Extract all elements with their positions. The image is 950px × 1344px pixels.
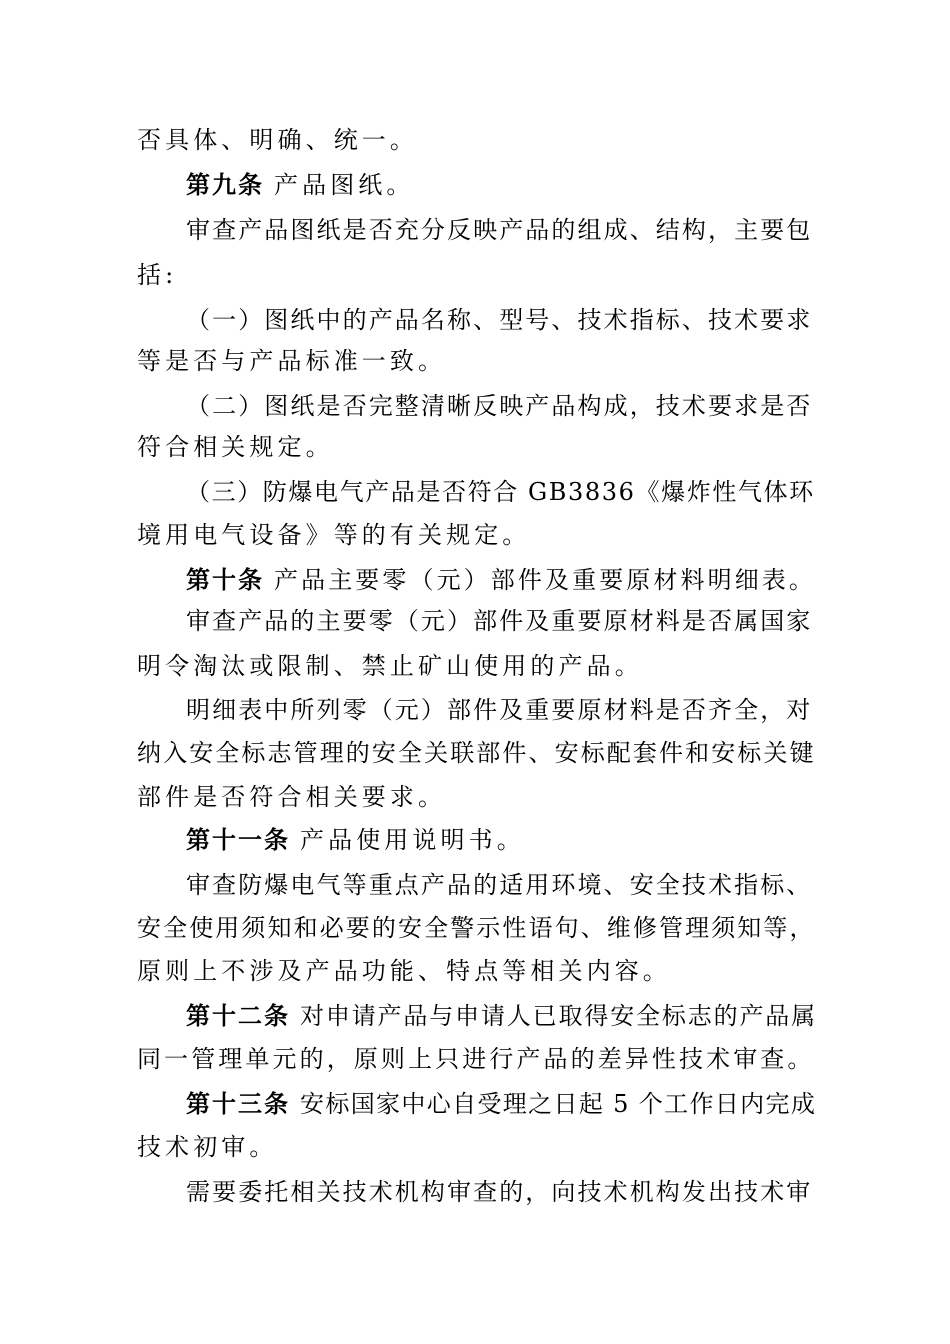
line-text: 审查防爆电气等重点产品的适用环境、安全技术指标、 — [186, 871, 813, 899]
text-line — [137, 1127, 817, 1167]
article-heading-line — [186, 165, 817, 205]
line-text: 审查产品的主要零（元）部件及重要原材料是否属国家 — [186, 607, 813, 635]
line-text: （三）防爆电气产品是否符合 GB3836《爆炸性气体环 — [186, 478, 815, 506]
line-text: （一）图纸中的产品名称、型号、技术指标、技术要求 — [186, 306, 813, 334]
line-text: （二）图纸是否完整清晰反映产品构成，技术要求是否 — [186, 392, 813, 420]
line-text: 等是否与产品标准一致。 — [137, 347, 447, 375]
text-line — [137, 515, 817, 555]
line-text: 同一管理单元的，原则上只进行产品的差异性技术审查。 — [137, 1045, 815, 1073]
text-line — [186, 1172, 817, 1212]
text-line — [137, 777, 817, 817]
text-line — [186, 865, 817, 905]
text-line — [186, 210, 817, 250]
line-text: 对申请产品与申请人已取得安全标志的产品属 — [300, 1002, 817, 1030]
article-number: 第十三条 — [186, 1090, 290, 1118]
article-number: 第十二条 — [186, 1002, 290, 1030]
text-line — [186, 472, 817, 512]
line-text: 括: — [137, 261, 178, 289]
text-line — [137, 733, 817, 773]
article-heading-line — [186, 1084, 817, 1124]
article-heading-line — [186, 996, 817, 1036]
line-text: 原则上不涉及产品功能、特点等相关内容。 — [137, 957, 671, 985]
text-line — [137, 120, 817, 160]
line-text: 产品使用说明书。 — [300, 826, 525, 854]
text-line — [137, 255, 817, 295]
article-number: 第九条 — [186, 171, 264, 199]
line-text: 纳入安全标志管理的安全关联部件、安标配套件和安标关键 — [137, 739, 816, 767]
line-text: 产品主要零（元）部件及重要原材料明细表。 — [274, 566, 816, 594]
article-heading-line — [186, 560, 817, 600]
text-line — [186, 601, 817, 641]
text-line — [137, 427, 817, 467]
line-text: 审查产品图纸是否充分反映产品的组成、结构，主要包 — [186, 216, 813, 244]
text-line — [137, 646, 817, 686]
line-text: 符合相关规定。 — [137, 433, 334, 461]
line-text: 安全使用须知和必要的安全警示性语句、维修管理须知等， — [137, 914, 816, 942]
line-text: 否具体、明确、统一。 — [137, 126, 418, 154]
text-line — [186, 690, 817, 730]
article-heading-line — [186, 820, 817, 860]
line-text: 部件是否符合相关要求。 — [137, 783, 447, 811]
line-text: 安标国家中心自受理之日起 5 个工作日内完成 — [300, 1090, 817, 1118]
text-line — [137, 341, 817, 381]
article-number: 第十条 — [186, 566, 264, 594]
line-text: 技术初审。 — [137, 1133, 278, 1161]
text-line — [137, 951, 817, 991]
text-line — [137, 908, 817, 948]
line-text: 明令淘汰或限制、禁止矿山使用的产品。 — [137, 652, 643, 680]
line-text: 产品图纸。 — [274, 171, 415, 199]
line-text: 需要委托相关技术机构审查的，向技术机构发出技术审 — [186, 1178, 813, 1206]
line-text: 境用电气设备》等的有关规定。 — [137, 521, 531, 549]
line-text: 明细表中所列零（元）部件及重要原材料是否齐全，对 — [186, 696, 813, 724]
text-line — [137, 1039, 817, 1079]
text-line — [186, 300, 817, 340]
text-line — [186, 386, 817, 426]
article-number: 第十一条 — [186, 826, 290, 854]
